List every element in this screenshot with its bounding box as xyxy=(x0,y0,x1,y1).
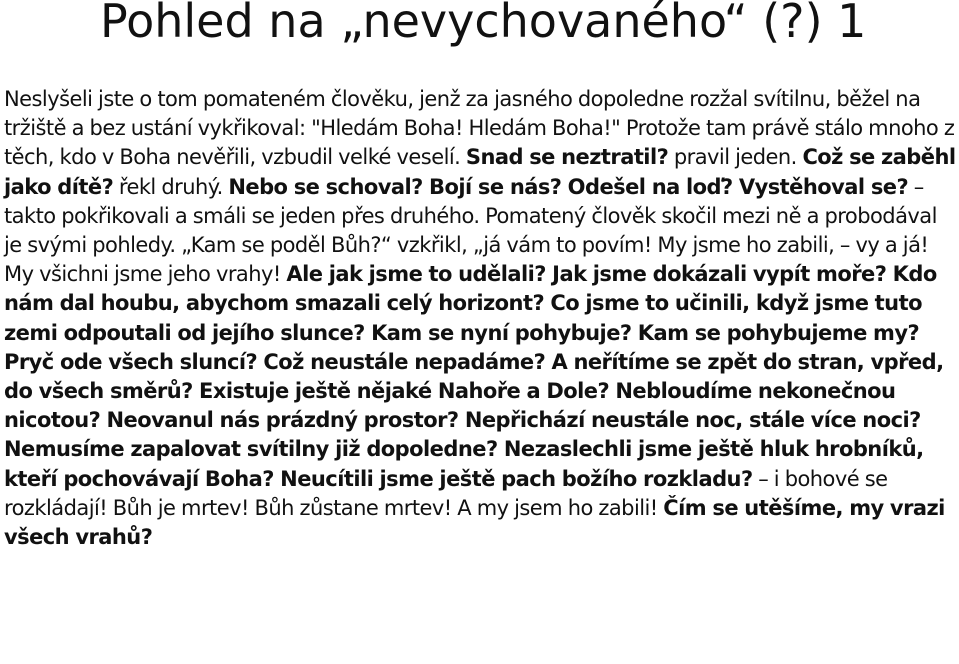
text-segment-normal: – i bohové se rozkládají! Bůh je mrtev! Bůh zůstane mrtev! A my jsem ho zabili! xyxy=(4,466,888,520)
body-paragraph xyxy=(4,85,956,552)
slide-title: Pohled na „nevychovaného“ (?) 1 xyxy=(100,0,867,48)
text-segment-bold: Což se zaběhl jako dítě? xyxy=(4,145,956,199)
text-segment-bold: Čím se utěšíme, my vrazi všech vrahů? xyxy=(4,495,945,550)
text-segment-bold: Snad se neztratil? xyxy=(465,145,669,170)
text-segment-normal: Neslyšeli jste o tom pomateném člověku, jenž za jasného dopoledne rozžal svítilnu, běžel na tržiště a bez ustání vykřikoval: "Hledám Boha! Hledám Boha!" Protože tam právě stálo mnoho z těch, kdo v Boha nevěřili, vzbudil velké veselí. xyxy=(4,87,955,170)
text-segment-bold: Ale jak jsme to udělali? Jak jsme dokázali vypít moře? Kdo nám dal houbu, abychom smazali celý horizont? Co jsme to učinili, když jsme tuto zemi odpoutali od jejího slunce? Kam se nyní pohybuje? Kam se pohybujeme my? Pryč ode všech sluncí? Což neustále nepadáme? A neřítíme se zpět do stran, vpřed, do všech směrů? Existuje ještě nějaké Nahoře a Dole? Nebloudíme nekonečnou nicotou? Neovanul nás prázdný prostor? Nepřichází neustále noc, stále více noci? Nemusíme zapalovat svítilny již dopoledne? Nezaslechli jsme ještě hluk hrobníků, kteří pochovávají Boha? Neucítili jsme ještě pach božího rozkladu? xyxy=(4,262,944,491)
text-segment-normal: pravil jeden. xyxy=(668,145,803,170)
text-segment-normal: – takto pokřikovali a smáli se jeden přes druhého. Pomatený člověk skočil mezi ně a probodával je svými pohledy. „Kam se poděl Bůh?“ vzkřikl, „já vám to povím! My jsme ho zabili, – vy a já! My všichni jsme jeho vrahy! xyxy=(4,174,937,287)
text-segment-bold: Nebo se schoval? Bojí se nás? Odešel na loď? Vystěhoval se? xyxy=(228,174,909,199)
text-segment-normal: řekl druhý. xyxy=(113,174,229,199)
